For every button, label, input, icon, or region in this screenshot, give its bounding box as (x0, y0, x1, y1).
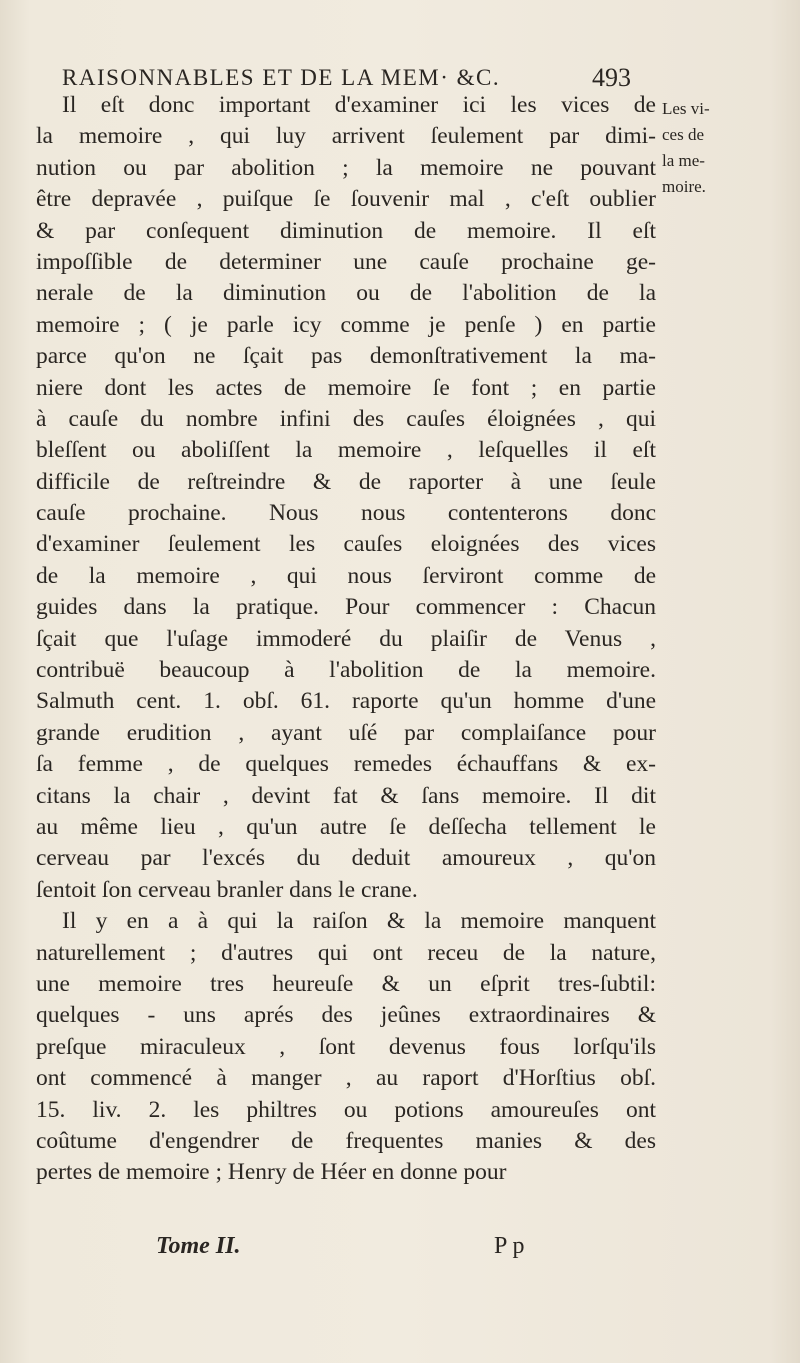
text-line: être depravée , puiſque ſe ſouvenir mal , c'eſt oublier (36, 186, 656, 213)
margin-note-line: moire. (662, 177, 706, 196)
text-line: memoire ; ( je parle icy comme je penſe ) en partie (36, 311, 656, 338)
text-line: de la memoire , qui nous ſerviront comme de (36, 562, 656, 589)
text-line: & par conſequent diminution de memoire. Il eſt (36, 217, 656, 244)
text-line: Il y en a à qui la raiſon & la memoire manquent (62, 908, 656, 935)
text-line: Salmuth cent. 1. obſ. 61. raporte qu'un homme d'une (36, 688, 656, 715)
signature-mark: P p (494, 1233, 525, 1259)
text-line: quelques - uns aprés des jeûnes extraordinaires & (36, 1002, 656, 1029)
text-line: cauſe prochaine. Nous nous contenterons donc (36, 500, 656, 527)
text-line: une memoire tres heureuſe & un eſprit tres-ſubtil: (36, 970, 656, 997)
text-line: ſçait que l'uſage immoderé du plaiſir de Venus , (36, 625, 656, 652)
page-footer (36, 1230, 656, 1262)
text-line: guides dans la pratique. Pour commencer : Chacun (36, 594, 656, 621)
text-line: la memoire , qui luy arrivent ſeulement par dimi- (36, 123, 656, 150)
text-line: grande erudition , ayant uſé par complaiſance pour (36, 719, 656, 746)
margin-note-line: la me- (662, 151, 705, 170)
text-line: d'examiner ſeulement les cauſes eloignées des vices (36, 531, 656, 558)
running-title: RAISONNABLES ET DE LA MEM· &C. (62, 65, 501, 90)
text-line: 15. liv. 2. les philtres ou potions amoureuſes ont (36, 1096, 656, 1123)
text-line: Il eſt donc important d'examiner ici les vices de (62, 92, 656, 118)
text-line: bleſſent ou aboliſſent la memoire , leſquelles il eſt (36, 437, 656, 464)
text-line: nution ou par abolition ; la memoire ne pouvant (36, 154, 656, 181)
margin-note-line: Les vi- (662, 99, 710, 118)
margin-note (662, 96, 772, 200)
text-line: preſque miraculeux , ſont devenus fous lorſqu'ils (36, 1033, 656, 1060)
text-line: nerale de la diminution ou de l'abolition de la (36, 280, 656, 307)
text-line: naturellement ; d'autres qui ont receu de la nature, (36, 939, 656, 966)
page-number: 493 (592, 63, 631, 92)
text-line: ſa femme , de quelques remedes échauffans & ex- (36, 751, 656, 778)
text-line: au même lieu , qu'un autre ſe deſſecha tellement le (36, 813, 656, 840)
tome-label: Tome II. (156, 1233, 241, 1259)
text-line: ſentoit ſon cerveau branler dans le crane. (36, 876, 418, 903)
text-line: citans la chair , devint fat & ſans memoire. Il dit (36, 782, 656, 809)
body-text (36, 90, 656, 1189)
text-line: pertes de memoire ; Henry de Héer en donne pour (36, 1159, 507, 1186)
text-line: contribuë beaucoup à l'abolition de la memoire. (36, 657, 656, 684)
text-line: niere dont les actes de memoire ſe font ; en partie (36, 374, 656, 401)
text-line: difficile de reſtreindre & de raporter à une ſeule (36, 468, 656, 495)
margin-note-line: ces de (662, 125, 705, 144)
text-line: cerveau par l'excés du deduit amoureux , qu'on (36, 845, 656, 872)
text-line: impoſſible de determiner une cauſe prochaine ge- (36, 248, 656, 275)
text-line: parce qu'on ne ſçait pas demonſtrativement la ma- (36, 343, 656, 370)
text-line: à cauſe du nombre infini des cauſes éloignées , qui (36, 405, 656, 432)
text-line: ont commencé à manger , au raport d'Horſtius obſ. (36, 1065, 656, 1092)
text-line: coûtume d'engendrer de frequentes manies & des (36, 1127, 656, 1154)
